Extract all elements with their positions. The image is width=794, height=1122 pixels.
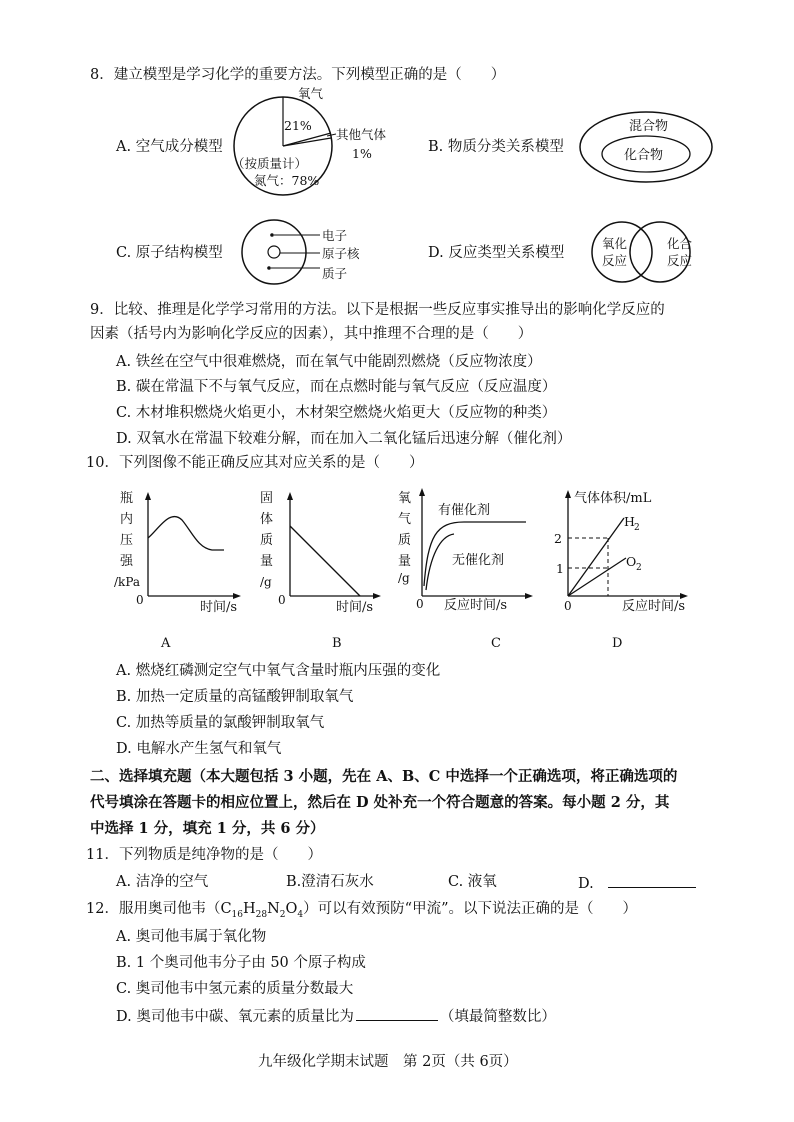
graph-d: [548, 486, 708, 656]
graph-d-caption: D: [612, 636, 623, 651]
svg-text:反应时间/s: 反应时间/s: [444, 598, 508, 613]
svg-text:时间/s: 时间/s: [200, 600, 238, 615]
electron-label: 电子: [322, 228, 348, 243]
q12-stem: 12．服用奥司他韦$(C_{16}H_{28}N_2O_4)$可以有效预防“甲流”。以下说法正确的是（ ）: [86, 901, 637, 920]
svg-text:/g: /g: [398, 571, 410, 585]
q9-option-d: D. 双氧水在常温下较难分解，而在加入二氧化锰后迅速分解（催化剂）: [116, 431, 572, 447]
proton-label: 质子: [322, 266, 348, 281]
svg-text:气体体积/mL: 气体体积/mL: [574, 491, 652, 506]
q11-option-b: B.澄清石灰水: [286, 874, 374, 890]
q10-option-a: A. 燃烧红磷测定空气中氧气含量时瓶内压强的变化: [116, 663, 441, 679]
svg-text:内: 内: [120, 512, 134, 527]
classification-model: [578, 108, 718, 188]
q8-option-a-label: A. 空气成分模型: [116, 139, 223, 155]
q8-option-d-label: D. 反应类型关系模型: [428, 245, 565, 261]
svg-text:/kPa: /kPa: [114, 575, 141, 589]
q9-option-c: C. 木材堆积燃烧火焰更小，木材架空燃烧火焰更大（反应物的种类）: [116, 405, 557, 421]
svg-text:0: 0: [416, 597, 424, 611]
svg-text:质: 质: [260, 533, 274, 548]
reaction-type-venn: [590, 220, 710, 286]
graph-b-caption: B: [332, 636, 342, 651]
q11-stem: 11．下列物质是纯净物的是（ ）: [86, 847, 322, 863]
oxidation-label-1: 氧化: [602, 236, 628, 251]
q10-option-c: C. 加热等质量的氯酸钾制取氧气: [116, 715, 325, 731]
svg-text:气: 气: [398, 512, 412, 527]
q8-option-c-label: C. 原子结构模型: [116, 245, 223, 261]
other-gas-percent: 1%: [352, 146, 372, 161]
q12-option-c: C. 奥司他韦中氢元素的质量分数最大: [116, 981, 354, 997]
oxygen-label: 氧气: [298, 86, 324, 101]
q12-option-b: B. 1 个奥司他韦分子由 50 个原子构成: [116, 955, 366, 971]
q10-stem: 10．下列图像不能正确反应其对应关系的是（ ）: [86, 455, 424, 471]
page-footer: 九年级化学期末试题 第 2页（共 6页）: [258, 1054, 518, 1070]
svg-text:量: 量: [260, 554, 274, 569]
svg-text:1: 1: [556, 561, 564, 576]
q11-option-a: A. 洁净的空气: [116, 874, 209, 890]
combination-label-2: 反应: [667, 253, 693, 268]
air-composition-pie: [232, 88, 412, 208]
q8-option-b-label: B. 物质分类关系模型: [428, 139, 564, 155]
svg-text:固: 固: [260, 491, 274, 506]
oxygen-percent: 21%: [284, 118, 312, 133]
q9-stem-line2: 因素（括号内为影响化学反应的因素），其中推理不合理的是（ ）: [90, 326, 533, 342]
svg-text:2: 2: [636, 563, 642, 573]
svg-text:0: 0: [136, 593, 144, 607]
nitrogen-label: 氮气：78%: [254, 173, 320, 188]
svg-text:体: 体: [260, 512, 274, 527]
mixture-label: 混合物: [629, 119, 669, 134]
svg-text:反应时间/s: 反应时间/s: [622, 599, 686, 614]
q11-option-d: D.: [578, 873, 696, 893]
q11-blank: [608, 873, 696, 888]
svg-text:强: 强: [120, 554, 134, 569]
q12-option-a: A. 奥司他韦属于氧化物: [116, 929, 267, 945]
graph-c-caption: C: [491, 636, 501, 651]
svg-text:2: 2: [554, 531, 562, 546]
q12-option-d: D. 奥司他韦中碳、氧元素的质量比为 （填最简整数比）: [116, 1006, 556, 1026]
q8-stem: 8．建立模型是学习化学的重要方法。下列模型正确的是（ ）: [90, 67, 506, 83]
q9-stem-line1: 9．比较、推理是化学学习常用的方法。以下是根据一些反应事实推导出的影响化学反应的: [90, 302, 665, 318]
svg-text:压: 压: [120, 533, 134, 548]
graph-b: [252, 486, 392, 656]
q10-option-b: B. 加热一定质量的高锰酸钾制取氧气: [116, 689, 354, 705]
q9-option-b: B. 碳在常温下不与氧气反应，而在点燃时能与氧气反应（反应温度）: [116, 379, 557, 395]
oxidation-label-2: 反应: [602, 253, 628, 268]
graph-a: [112, 486, 252, 656]
q9-option-a: A. 铁丝在空气中很难燃烧，而在氧气中能剧烈燃烧（反应物浓度）: [116, 354, 542, 370]
graph-c: [394, 486, 544, 656]
svg-text:0: 0: [564, 599, 572, 613]
nucleus-label: 原子核: [322, 246, 360, 261]
svg-text:时间/s: 时间/s: [336, 600, 374, 615]
compound-label: 化合物: [624, 148, 664, 163]
svg-text:0: 0: [278, 593, 286, 607]
combination-label-1: 化合: [667, 236, 693, 251]
svg-text:氧: 氧: [398, 491, 412, 506]
q12-blank: [356, 1006, 438, 1021]
catalyst-curve-label: 有催化剂: [438, 503, 491, 518]
mass-basis-label: （按质量计）: [232, 156, 308, 171]
svg-text:瓶: 瓶: [120, 491, 134, 506]
other-gas-label: 其他气体: [336, 127, 387, 142]
svg-text:H: H: [624, 514, 635, 529]
atom-structure-model: [232, 220, 392, 286]
graph-a-caption: A: [161, 636, 171, 651]
svg-text:/g: /g: [260, 575, 272, 589]
svg-text:质: 质: [398, 533, 412, 548]
section2-line1: 二、选择填充题（本大题包括 3 小题，先在 A、B、C 中选择一个正确选项，将正确选项的: [90, 768, 678, 785]
no-catalyst-curve-label: 无催化剂: [452, 553, 505, 568]
section2-line2: 代号填涂在答题卡的相应位置上，然后在 D 处补充一个符合题意的答案。每小题 2 分，其: [90, 794, 670, 811]
q11-option-c: C. 液氧: [448, 874, 497, 890]
svg-text:量: 量: [398, 554, 412, 569]
svg-text:2: 2: [634, 523, 640, 533]
section2-line3: 中选择 1 分，填充 1 分，共 6 分）: [90, 820, 325, 837]
svg-text:O: O: [626, 554, 637, 569]
q10-option-d: D. 电解水产生氢气和氧气: [116, 741, 282, 757]
